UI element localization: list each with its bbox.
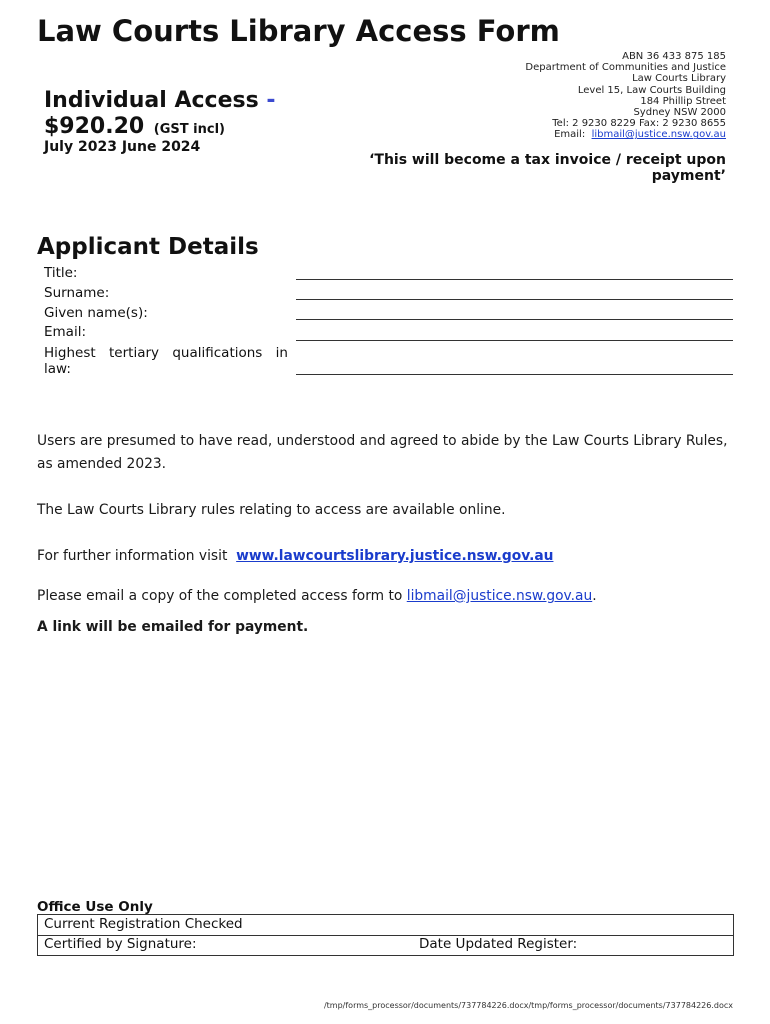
registration-checked-label: Current Registration Checked <box>44 916 243 932</box>
address-line-2: 184 Phillip Street <box>640 95 726 107</box>
qualifications-label: Highest tertiary qualifications in law: <box>44 345 288 377</box>
tax-invoice-note: ‘This will become a tax invoice / receipt upon payment’ <box>369 152 726 184</box>
email-line <box>525 129 726 140</box>
email-label: Email: <box>554 129 586 141</box>
certified-signature-label: Certified by Signature: <box>44 936 197 952</box>
phone-fax: Tel: 2 9230 8229 Fax: 2 9230 8655 <box>552 118 726 130</box>
address-line-3: Sydney NSW 2000 <box>633 107 726 119</box>
email-input-line[interactable] <box>296 340 733 341</box>
file-path-footer: /tmp/forms_processor/documents/737784226.docx/tmp/forms_processor/documents/737784226.docx <box>323 1001 733 1010</box>
submission-email-link[interactable]: libmail@justice.nsw.gov.au <box>406 588 593 604</box>
payment-note: A link will be emailed for payment. <box>37 619 309 635</box>
address-line-1: Level 15, Law Courts Building <box>577 84 726 96</box>
title-label: Title: <box>44 265 78 281</box>
access-type-label: Individual Access <box>44 88 259 113</box>
office-use-table <box>37 914 734 956</box>
email-instruction-text: Please email a copy of the completed access form to <box>37 588 403 604</box>
title-input-line[interactable] <box>296 279 733 280</box>
office-use-heading: Office Use Only <box>37 899 153 915</box>
online-rules-paragraph: The Law Courts Library rules relating to access are available online. <box>37 502 506 518</box>
surname-label: Surname: <box>44 285 110 301</box>
website-link[interactable]: www.lawcourtslibrary.justice.nsw.gov.au <box>236 548 554 564</box>
given-names-input-line[interactable] <box>296 319 733 320</box>
gst-note: (GST incl) <box>153 122 225 137</box>
library-name: Law Courts Library <box>632 73 726 85</box>
abn: ABN 36 433 875 185 <box>622 51 726 62</box>
access-type-title <box>44 88 276 113</box>
price-line <box>44 114 225 139</box>
rules-paragraph: Users are presumed to have read, understood and agreed to abide by the Law Courts Library Rules, as amended 2023. <box>37 433 728 472</box>
further-info-text: For further information visit <box>37 548 228 564</box>
applicant-details-heading: Applicant Details <box>37 234 259 260</box>
email-instruction-paragraph <box>37 588 737 604</box>
qualifications-input-line[interactable] <box>296 374 733 375</box>
date-updated-label: Date Updated Register: <box>419 936 578 952</box>
given-names-label: Given name(s): <box>44 305 148 321</box>
price-amount: $920.20 <box>44 114 145 139</box>
department: Department of Communities and Justice <box>525 62 726 74</box>
surname-input-line[interactable] <box>296 299 733 300</box>
email-instruction-period: . <box>592 588 597 604</box>
further-info-paragraph <box>37 548 737 564</box>
title-dash: - <box>266 88 276 113</box>
access-period: July 2023 June 2024 <box>44 139 201 155</box>
page-title: Law Courts Library Access Form <box>37 14 560 48</box>
org-email-link[interactable]: libmail@justice.nsw.gov.au <box>591 129 726 141</box>
organisation-details <box>525 51 726 141</box>
email-label: Email: <box>44 324 87 340</box>
